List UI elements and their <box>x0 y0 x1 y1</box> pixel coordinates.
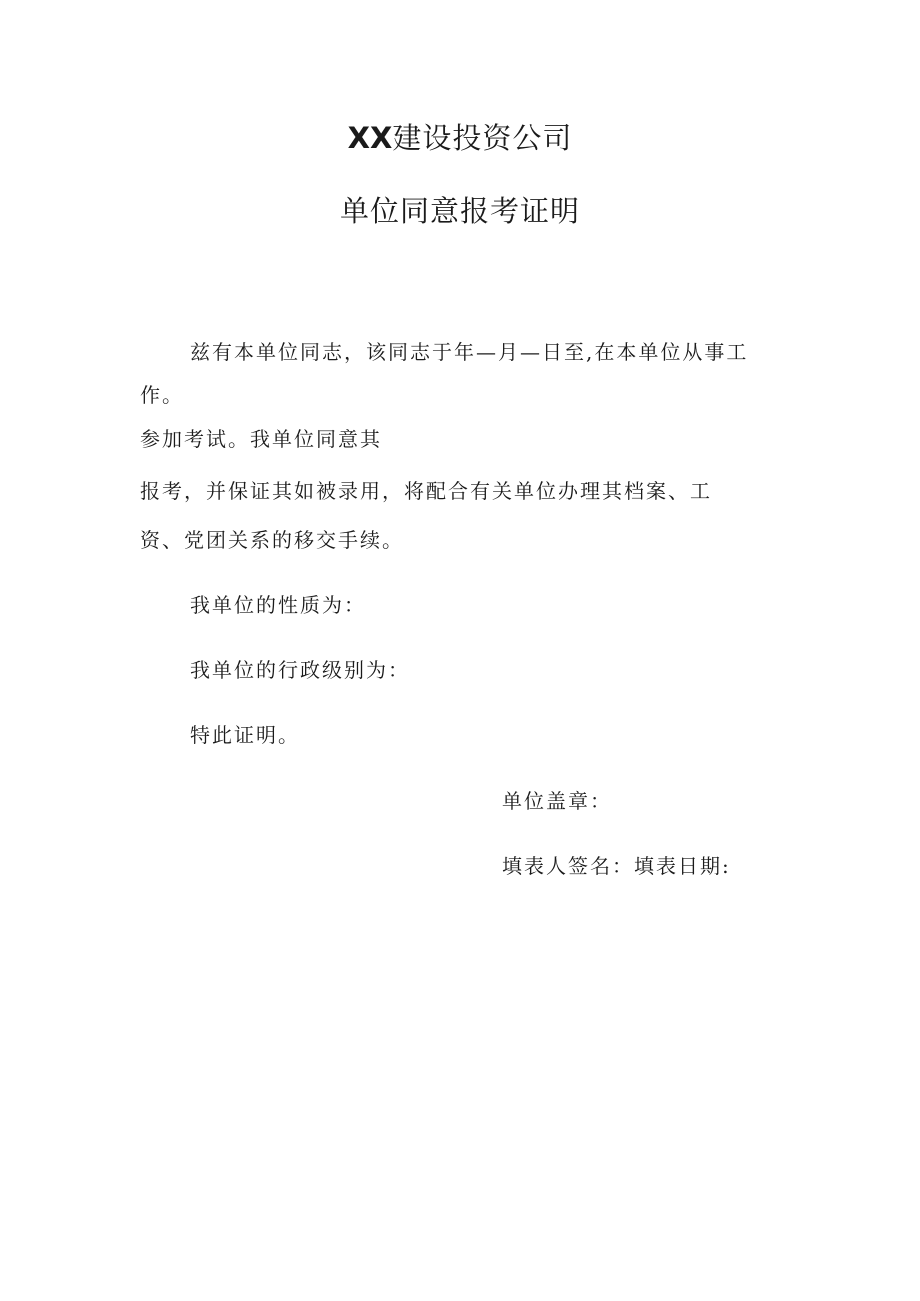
unit-admin-level-line: 我单位的行政级别为： <box>190 658 410 682</box>
paragraph-1-line-2: 作。 <box>140 383 184 407</box>
paragraph-2-line-3: 资、党团关系的移交手续。 <box>140 528 404 552</box>
signature-date-label: 填表人签名：填表日期: <box>502 854 731 878</box>
unit-seal-label: 单位盖章： <box>502 789 612 813</box>
paragraph-1-line-1: 兹有本单位同志，该同志于年—月—日至,在本单位从事工 <box>190 340 749 364</box>
company-prefix: XX <box>347 121 393 155</box>
unit-nature-line: 我单位的性质为： <box>190 593 366 617</box>
company-title <box>0 120 920 156</box>
paragraph-2-line-1: 参加考试。我单位同意其 <box>140 427 382 451</box>
company-name: 建设投资公司 <box>392 121 573 155</box>
document-title: 单位同意报考证明 <box>339 194 580 228</box>
paragraph-2-line-2: 报考，并保证其如被录用，将配合有关单位办理其档案、工 <box>140 479 712 503</box>
closing-statement: 特此证明。 <box>190 723 300 747</box>
